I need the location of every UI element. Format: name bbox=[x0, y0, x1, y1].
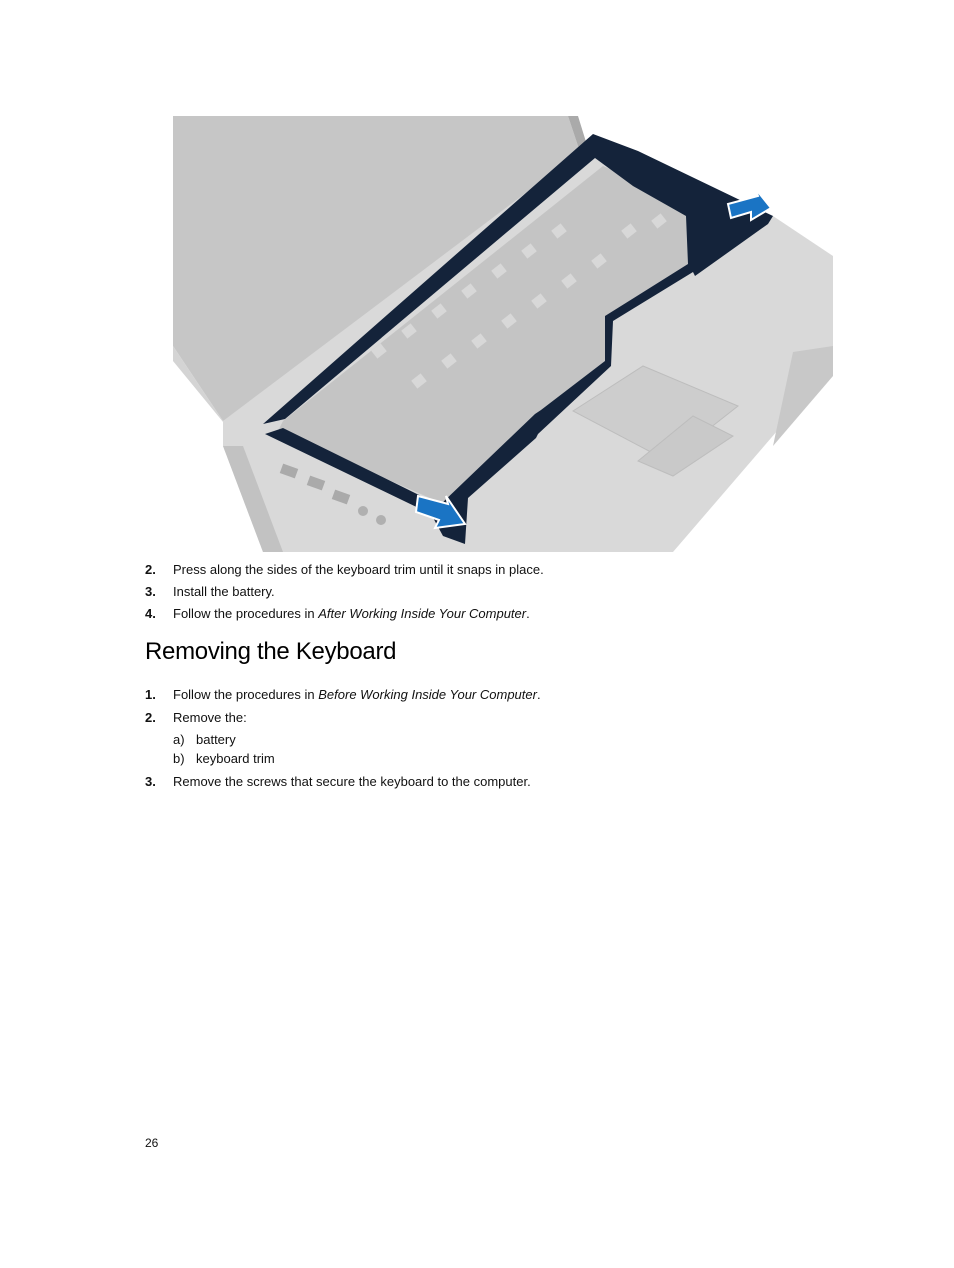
step-text: Remove the screws that secure the keyboard to the computer. bbox=[173, 774, 531, 789]
step-2-top bbox=[145, 562, 544, 578]
substep-text: keyboard trim bbox=[196, 751, 275, 766]
step-text-pre: Follow the procedures in bbox=[173, 687, 319, 702]
step-number: 3. bbox=[145, 774, 156, 789]
step-number: 2. bbox=[145, 562, 156, 577]
substep-b bbox=[173, 751, 275, 767]
step-3-top bbox=[145, 584, 275, 600]
step-2 bbox=[145, 710, 247, 726]
substep-a bbox=[173, 732, 236, 748]
step-1: 1. Follow the procedures in Before Working Inside Your Computer. bbox=[145, 687, 541, 702]
substep-letter: b) bbox=[173, 751, 185, 766]
substep-text: battery bbox=[196, 732, 236, 747]
step-number: 1. bbox=[145, 687, 156, 702]
step-3 bbox=[145, 774, 531, 790]
procedure-link[interactable]: Before Working Inside Your Computer bbox=[318, 687, 537, 702]
step-text-pre: Follow the procedures in bbox=[173, 606, 319, 621]
substep-letter: a) bbox=[173, 732, 185, 747]
keyboard-trim-illustration bbox=[173, 116, 833, 552]
section-title: Removing the Keyboard bbox=[145, 638, 397, 665]
procedure-link[interactable]: After Working Inside Your Computer bbox=[318, 606, 527, 621]
step-number: 3. bbox=[145, 584, 156, 599]
step-text: Install the battery. bbox=[173, 584, 275, 599]
step-number: 4. bbox=[145, 606, 156, 621]
page-number: 26 bbox=[145, 1136, 159, 1150]
step-number: 2. bbox=[145, 710, 156, 725]
step-4-top: 4. Follow the procedures in After Working Inside Your Computer. bbox=[145, 606, 530, 621]
step-text: Press along the sides of the keyboard trim until it snaps in place. bbox=[173, 562, 544, 577]
step-text: Remove the: bbox=[173, 710, 247, 725]
